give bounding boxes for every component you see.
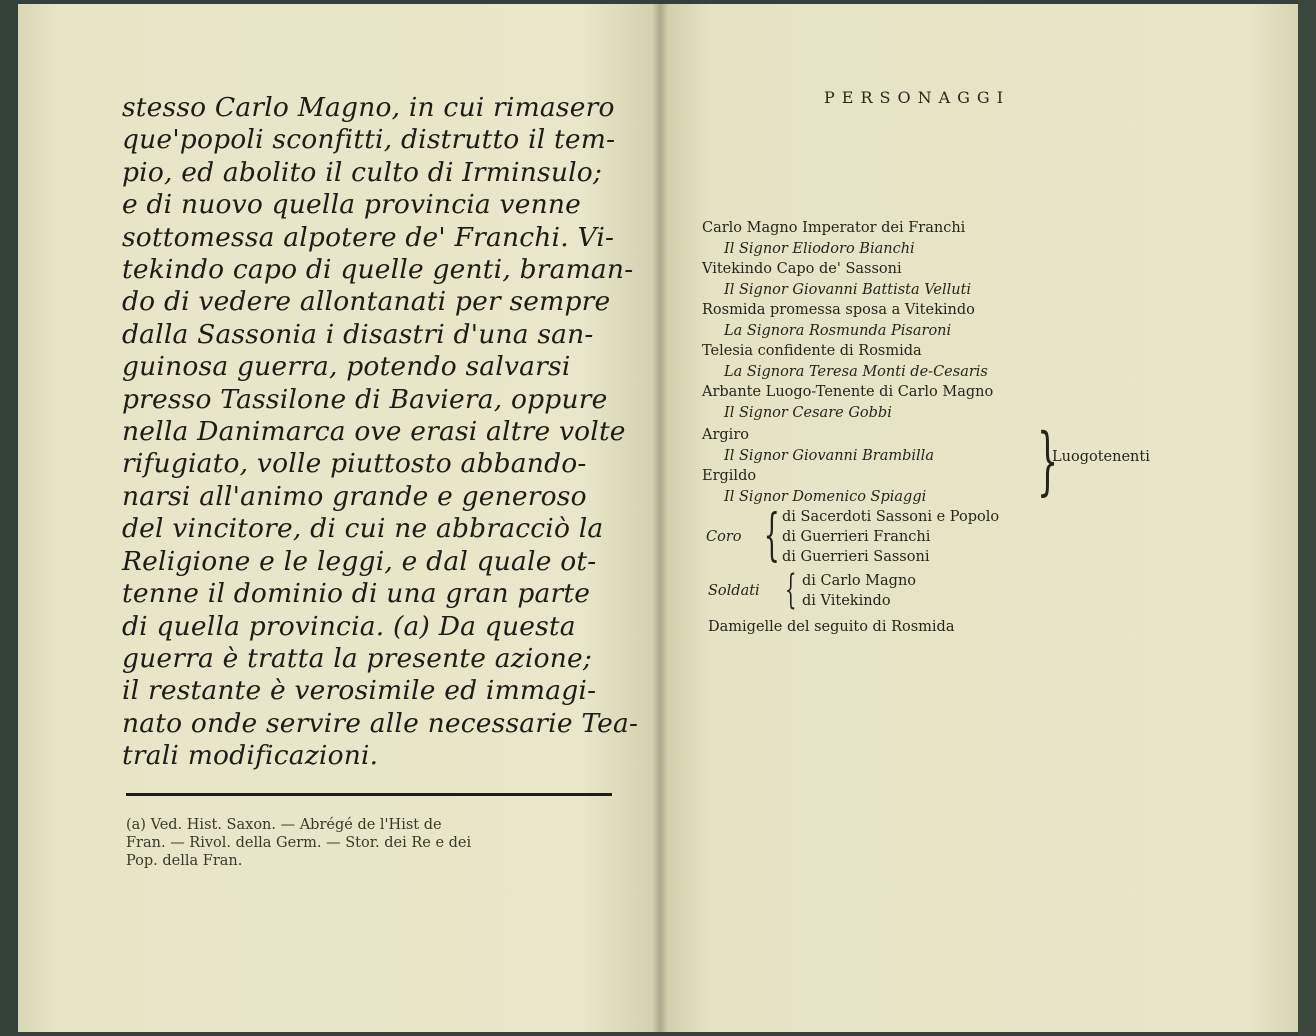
- coro-item: di Guerrieri Sassoni: [782, 549, 930, 565]
- footnote-rule: [126, 793, 612, 796]
- body-line: nato onde servire alle necessarie Tea-: [122, 707, 639, 739]
- brace-icon: }: [1036, 418, 1059, 504]
- footnote: [126, 816, 616, 870]
- cast-actor: Il Signor Giovanni Brambilla: [724, 447, 934, 464]
- body-line: il restante è verosimile ed immagi-: [122, 675, 597, 707]
- cast-role: Ergildo: [702, 468, 757, 484]
- body-line: di quella provincia. (a) Da questa: [122, 610, 576, 642]
- body-line: do di vedere allontanati per sempre: [122, 286, 611, 318]
- body-paragraph: [122, 92, 639, 773]
- coro-label: Coro: [706, 529, 742, 545]
- page-edge: [1298, 0, 1316, 1036]
- body-line: presso Tassilone di Baviera, oppure: [122, 383, 608, 415]
- body-line: del vincitore, di cui ne abbracciò la: [122, 513, 604, 545]
- lieutenants-group: [702, 418, 1182, 507]
- body-line: dalla Sassonia i disastri d'una san-: [122, 318, 594, 350]
- soldati-label: Soldati: [708, 583, 760, 599]
- cast-actor: Il Signor Cesare Gobbi: [724, 404, 892, 421]
- footnote-line: Fran. — Rivol. della Germ. — Stor. dei Re e dei: [126, 835, 472, 851]
- body-line: rifugiato, volle piuttosto abbando-: [122, 448, 587, 480]
- body-line: stesso Carlo Magno, in cui rimasero: [122, 92, 615, 123]
- soldati-item: di Carlo Magno: [802, 573, 917, 589]
- brace-icon: {: [763, 503, 780, 568]
- body-line: que'popoli sconfitti, distrutto il tem-: [122, 124, 616, 156]
- body-line: e di nuovo quella provincia venne: [122, 189, 582, 221]
- cast-list: [702, 218, 1182, 638]
- cast-actor: Il Signor Eliodoro Bianchi: [724, 240, 915, 257]
- book-gutter: [652, 4, 668, 1032]
- body-line: tekindo capo di quelle genti, braman-: [122, 254, 634, 286]
- body-line: tenne il dominio di una gran parte: [122, 578, 591, 610]
- cast-actor: Il Signor Giovanni Battista Velluti: [724, 281, 972, 298]
- soldati-group: [702, 567, 1182, 613]
- coro-item: di Guerrieri Franchi: [782, 529, 931, 545]
- cast-actor: La Signora Rosmunda Pisaroni: [724, 322, 952, 339]
- body-line: nella Danimarca ove erasi altre volte: [122, 416, 626, 448]
- body-line: guinosa guerra, potendo salvarsi: [122, 351, 571, 383]
- cast-role: Argiro: [702, 427, 749, 443]
- cast-role: Damigelle del seguito di Rosmida: [708, 619, 955, 635]
- cast-actor: Il Signor Domenico Spiaggi: [724, 488, 927, 505]
- brace-icon: {: [784, 567, 797, 613]
- footnote-line: (a) Ved. Hist. Saxon. — Abrégé de l'Hist de: [126, 817, 442, 833]
- body-line: sottomessa alpotere de' Franchi. Vi-: [122, 221, 615, 253]
- cast-role: Vitekindo Capo de' Sassoni: [702, 261, 902, 277]
- soldati-item: di Vitekindo: [802, 593, 891, 609]
- body-line: trali modificazioni.: [122, 740, 379, 772]
- footnote-line: Pop. della Fran.: [126, 853, 243, 869]
- body-line: narsi all'animo grande e generoso: [122, 480, 587, 512]
- body-line: pio, ed abolito il culto di Irminsulo;: [122, 156, 603, 188]
- coro-group: [702, 503, 1182, 569]
- cast-role: Carlo Magno Imperator dei Franchi: [702, 220, 966, 236]
- cast-role: Telesia confidente di Rosmida: [702, 343, 922, 359]
- body-line: Religione e le leggi, e dal quale ot-: [122, 545, 597, 577]
- cast-actor: La Signora Teresa Monti de-Cesaris: [724, 363, 988, 380]
- coro-item: di Sacerdoti Sassoni e Popolo: [782, 509, 1000, 525]
- cast-role: Rosmida promessa sposa a Vitekindo: [702, 302, 975, 318]
- cast-role: Arbante Luogo-Tenente di Carlo Magno: [702, 384, 994, 400]
- body-line: guerra è tratta la presente azione;: [122, 642, 592, 674]
- page-heading: PERSONAGGI: [824, 88, 1011, 107]
- lieutenants-label: Luogotenenti: [1052, 449, 1150, 465]
